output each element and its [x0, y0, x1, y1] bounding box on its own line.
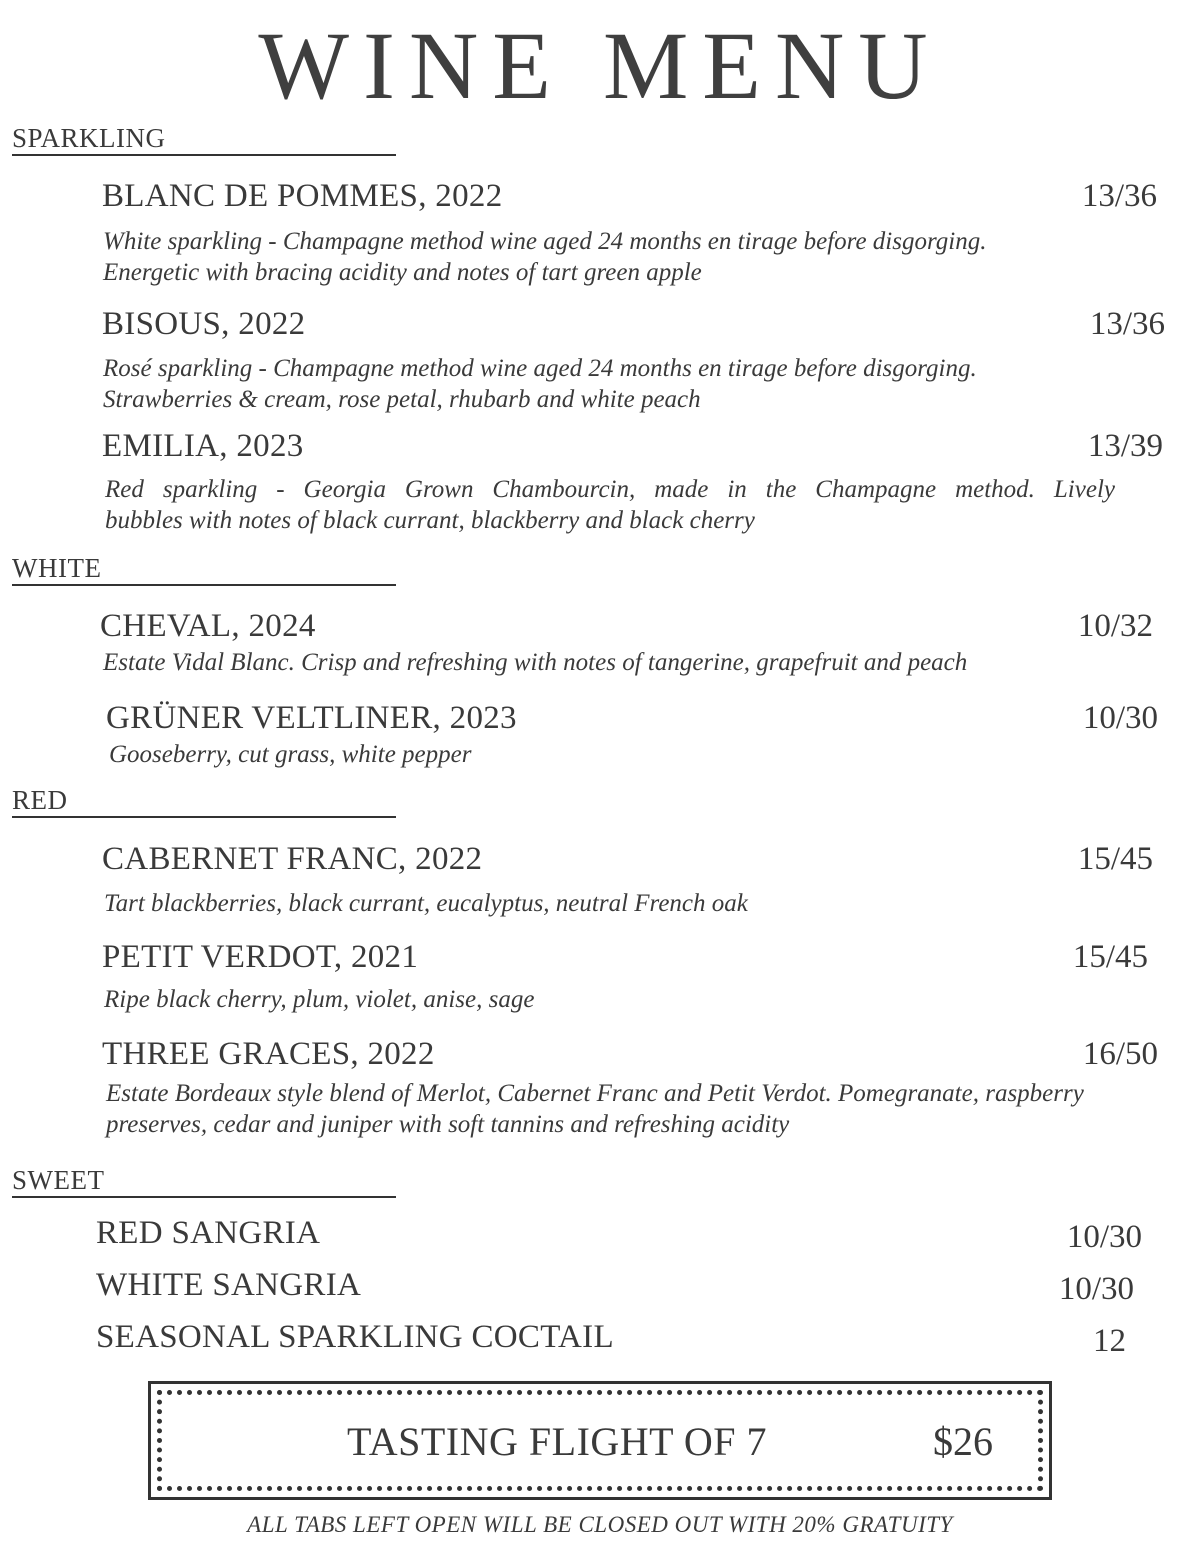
wine-price: 13/39 — [1087, 428, 1163, 464]
section-label-red: RED — [12, 786, 396, 818]
drink-price: 12 — [1093, 1323, 1126, 1359]
wine-price: 10/30 — [1082, 700, 1158, 736]
wine-name: CABERNET FRANC, 2022 — [102, 841, 483, 877]
wine-name: THREE GRACES, 2022 — [102, 1036, 435, 1072]
wine-description: White sparkling - Champagne method wine aged 24 months en tirage before disgorging. Energetic with bracing acidity and notes of tart green apple — [103, 228, 987, 286]
gratuity-notice: ALL TABS LEFT OPEN WILL BE CLOSED OUT WITH 20% GRATUITY — [247, 1512, 953, 1537]
wine-description: Red sparkling - Georgia Grown Chambourcin, made in the Champagne method. Lively bubbles with notes of black currant, blackberry and black cherry — [105, 476, 1115, 534]
section-label-sweet: SWEET — [12, 1166, 396, 1198]
wine-price: 10/32 — [1077, 608, 1153, 644]
drink-price: 10/30 — [1058, 1271, 1134, 1307]
wine-name: BISOUS, 2022 — [102, 306, 306, 342]
wine-description: Estate Bordeaux style blend of Merlot, Cabernet Franc and Petit Verdot. Pomegranate, raspberry preserves, cedar and juniper with soft tannins and refreshing acidity — [106, 1080, 1084, 1138]
drink-name: RED SANGRIA — [96, 1215, 321, 1251]
tasting-flight-box — [148, 1381, 1052, 1500]
wine-price: 15/45 — [1072, 939, 1148, 975]
section-label-sparkling: SPARKLING — [12, 124, 396, 156]
wine-price: 16/50 — [1082, 1036, 1158, 1072]
drink-name: SEASONAL SPARKLING COCTAIL — [96, 1319, 614, 1355]
wine-name: GRÜNER VELTLINER, 2023 — [106, 700, 517, 736]
drink-name: WHITE SANGRIA — [96, 1267, 362, 1303]
wine-description: Ripe black cherry, plum, violet, anise, sage — [104, 986, 535, 1013]
wine-price: 13/36 — [1089, 306, 1165, 342]
wine-price: 15/45 — [1077, 841, 1153, 877]
wine-price: 13/36 — [1081, 178, 1157, 214]
wine-description: Gooseberry, cut grass, white pepper — [109, 741, 472, 768]
wine-description: Rosé sparkling - Champagne method wine aged 24 months en tirage before disgorging. Strawberries & cream, rose petal, rhubarb and white peach — [103, 355, 977, 413]
wine-name: EMILIA, 2023 — [102, 428, 304, 464]
wine-name: BLANC DE POMMES, 2022 — [102, 178, 503, 214]
wine-description: Tart blackberries, black currant, eucalyptus, neutral French oak — [104, 890, 748, 917]
section-label-white: WHITE — [12, 554, 396, 586]
wine-description: Estate Vidal Blanc. Crisp and refreshing with notes of tangerine, grapefruit and peach — [103, 649, 968, 676]
wine-name: PETIT VERDOT, 2021 — [102, 939, 419, 975]
wine-name: CHEVAL, 2024 — [100, 608, 316, 644]
drink-price: 10/30 — [1066, 1219, 1142, 1255]
tasting-flight-price: $26 — [933, 1419, 993, 1464]
menu-title: WINE MENU — [258, 12, 942, 119]
tasting-flight-label: TASTING FLIGHT OF 7 — [347, 1419, 768, 1464]
